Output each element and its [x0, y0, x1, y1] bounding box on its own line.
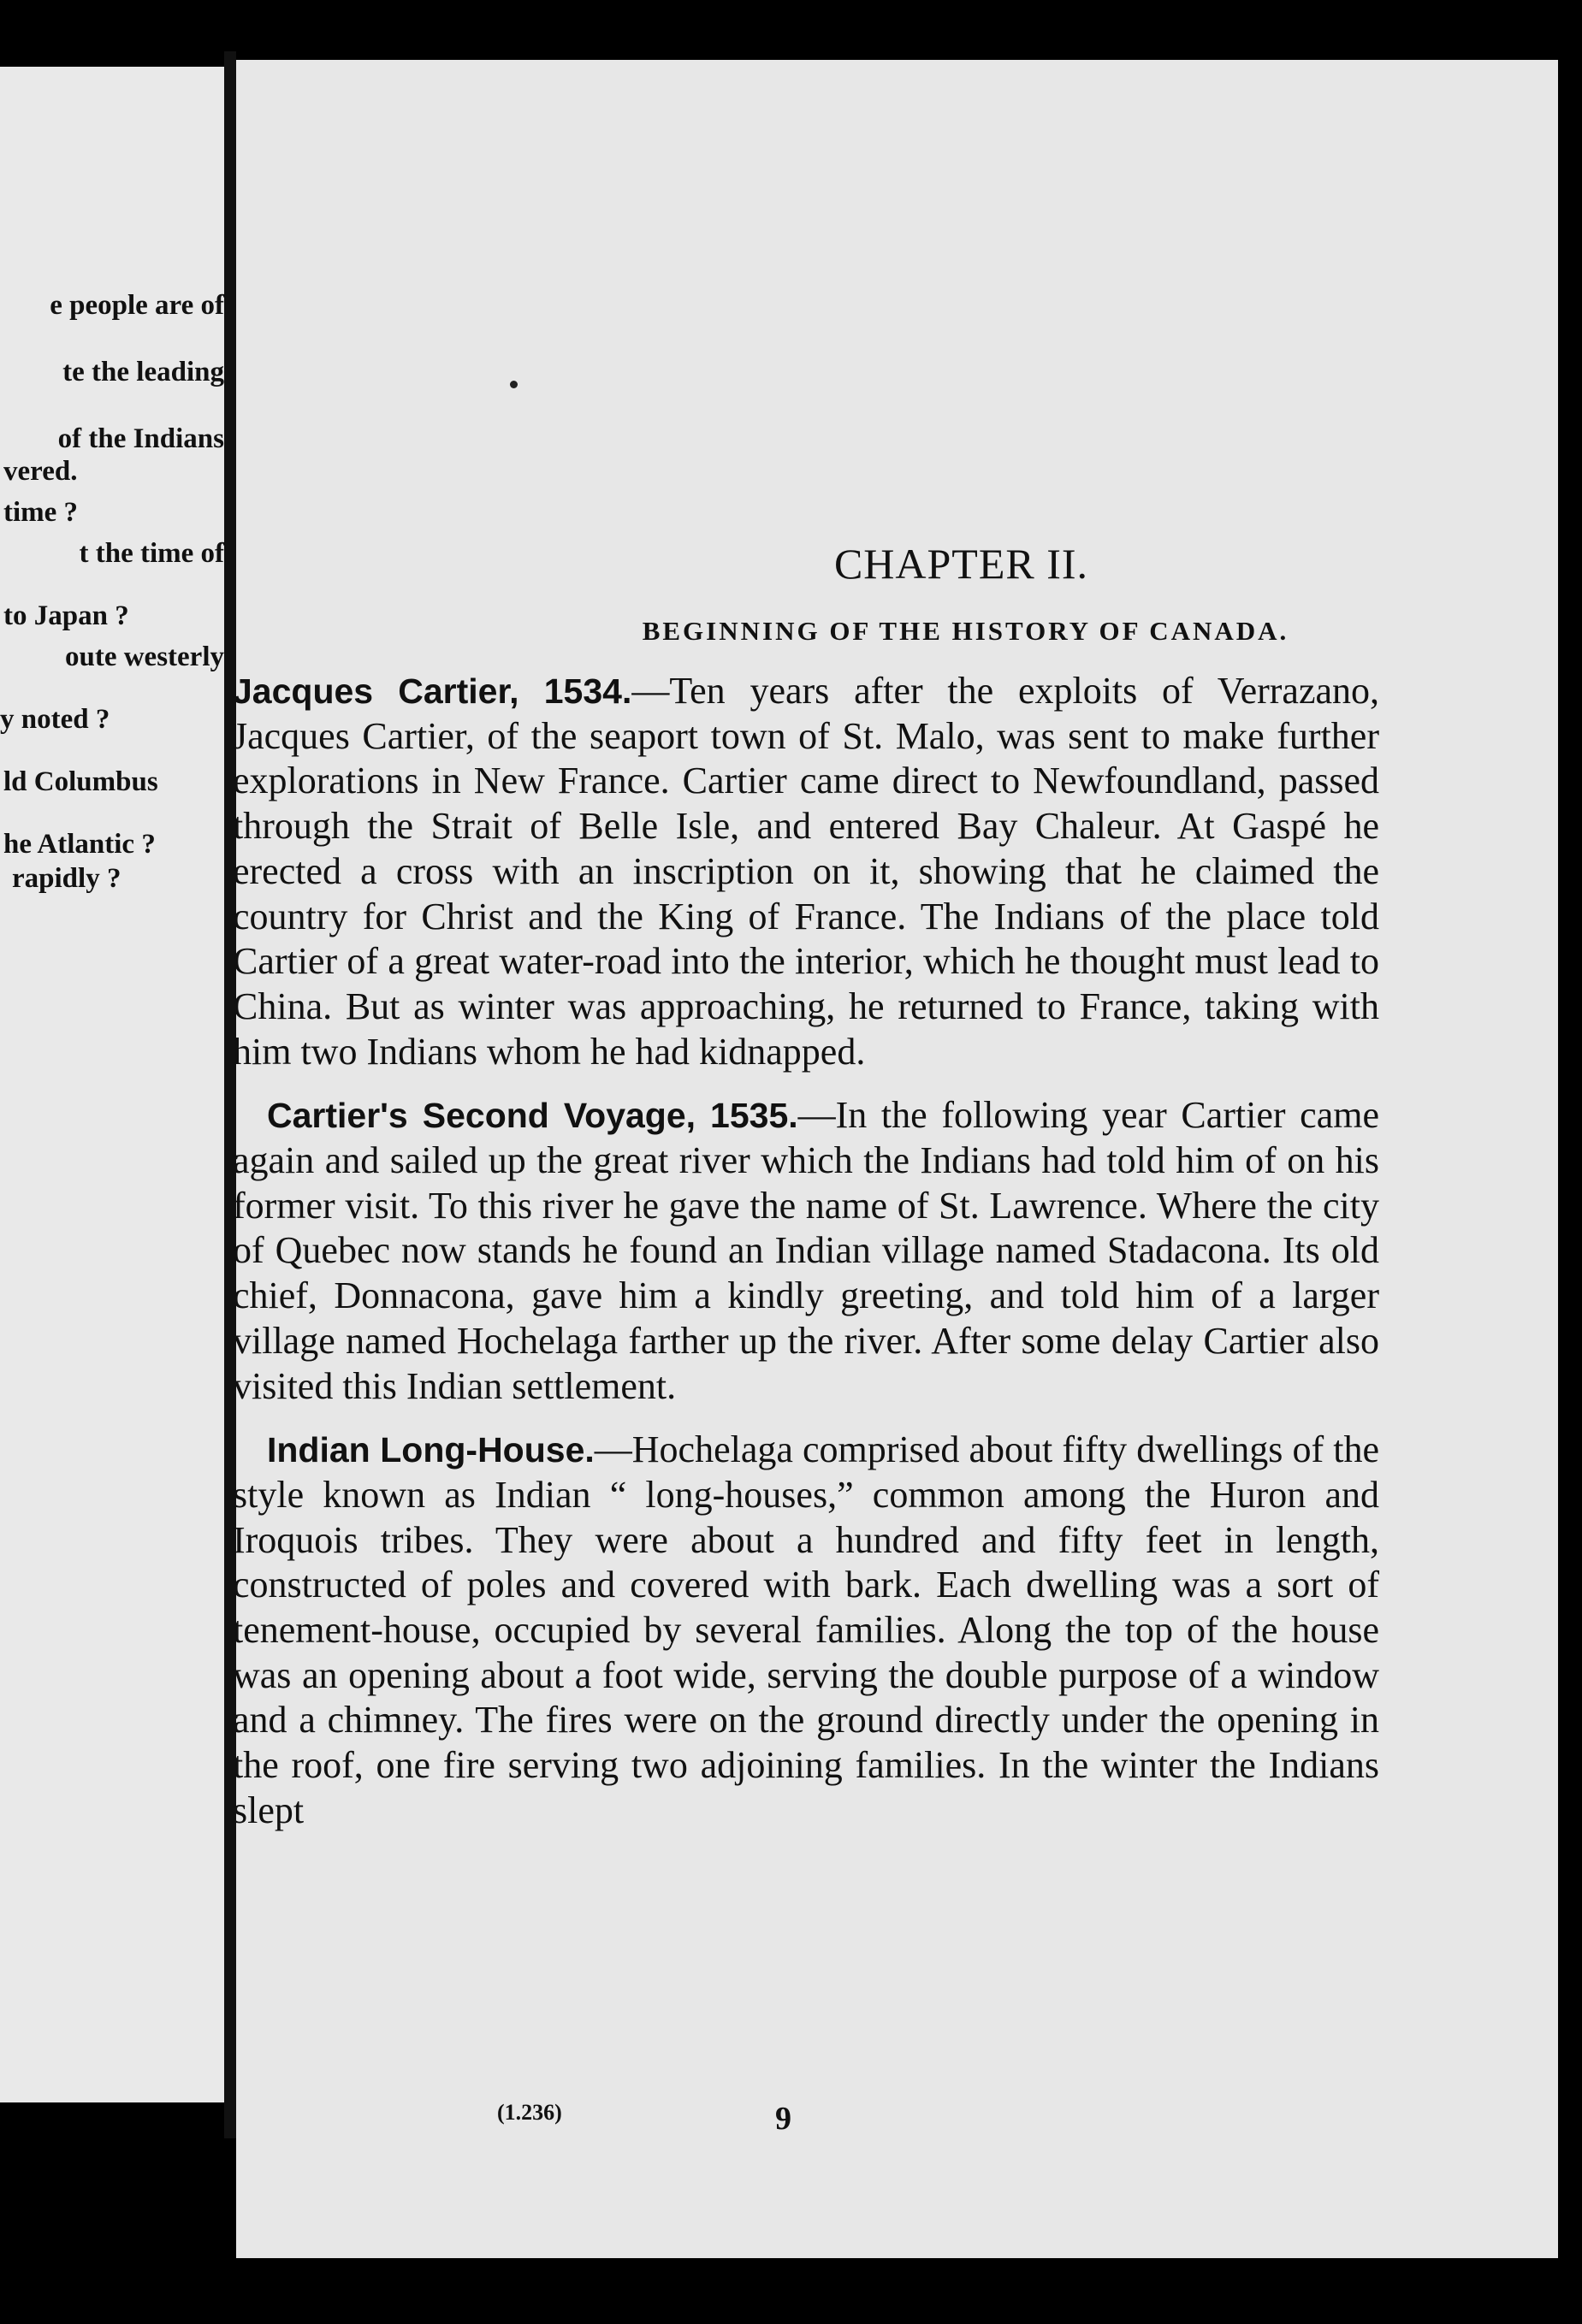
margin-line: of the Indians [57, 423, 224, 454]
page-body [233, 669, 1379, 1834]
margin-line: oute westerly [64, 642, 224, 672]
paragraph [233, 669, 1379, 1074]
margin-line: te the leading [62, 357, 224, 387]
chapter-title: CHAPTER II. [833, 540, 1089, 588]
paragraph-body: —Hochelaga comprised about fifty dwellings of the style known as Indian “ long-houses,” common among the Huron and Iroquois tribes. They were about a hundred and fifty feet in length, constructed of poles and covered with bark. Each dwelling was a sort of tenement-house, occupied by several families. Along the top of the house was an opening about a foot wide, serving the double purpose of a window and a chimney. The fires were on the ground directly under the opening in the roof, one fire serving two adjoining families. In the winter the Indians slept [233, 1428, 1380, 1831]
paragraph-heading: Cartier's Second Voyage, 1535. [267, 1096, 798, 1136]
left-page [0, 67, 224, 2102]
paragraph-heading: Jacques Cartier, 1534. [233, 671, 632, 711]
margin-line: vered. [3, 456, 78, 487]
margin-line: e people are of [50, 290, 224, 321]
margin-line: he Atlantic ? [3, 829, 156, 860]
margin-line: y noted ? [0, 704, 110, 735]
paragraph [233, 1093, 1379, 1409]
chapter-subtitle: BEGINNING OF THE HISTORY OF CANADA. [642, 616, 1289, 646]
paragraph-heading: Indian Long-House. [267, 1430, 595, 1470]
printer-signature: (1.236) [497, 2100, 562, 2125]
paragraph-body: —Ten years after the exploits of Verrazano, Jacques Cartier, of the seaport town of St. Malo, was sent to make further explorations in New France. Cartier came direct to Newfoundland, passed through the Strait of Belle Isle, and entered Bay Chaleur. At Gaspé he erected a cross with an inscription on it, showing that he claimed the country for Christ and the King of France. The Indians of the place told Cartier of a great water-road into the interior, which he thought must lead to China. But as winter was approaching, he returned to France, taking with him two Indians whom he had kidnapped. [233, 670, 1380, 1073]
margin-line: t the time of [79, 538, 224, 569]
left-margin-text [0, 285, 224, 899]
paragraph-body: —In the following year Cartier came again and sailed up the great river which the Indians had told him of on his former visit. To this river he gave the name of St. Lawrence. Where the city of Quebec now stands he found an Indian village named Stadacona. Its old chief, Donnacona, gave him a kindly greeting, and told him of a larger village named Hochelaga farther up the river. After some delay Cartier also visited this Indian settlement. [233, 1094, 1379, 1407]
ink-dot [510, 381, 518, 388]
page-number: 9 [775, 2101, 791, 2137]
margin-line: rapidly ? [12, 863, 121, 894]
margin-line: ld Columbus [3, 766, 158, 797]
right-page [233, 60, 1558, 2258]
margin-line: time ? [3, 497, 79, 528]
paragraph [233, 1428, 1379, 1833]
margin-line: to Japan ? [3, 600, 129, 631]
